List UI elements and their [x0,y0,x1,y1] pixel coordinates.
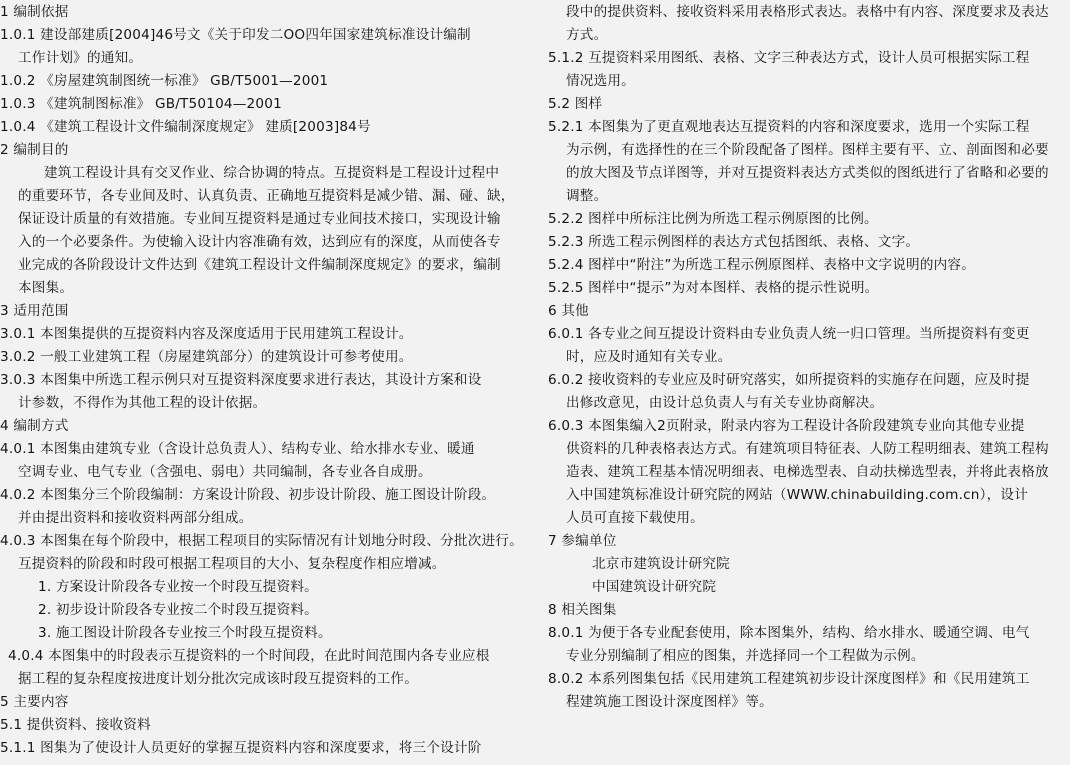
clause-5-2-1-cont: 调整。 [566,188,608,204]
clause-5-2-1-cont: 为示例，有选择性的在三个阶段配备了图样。图样主要有平、立、剖面图和必要 [566,142,1049,158]
heading-3: 3 适用范围 [0,303,69,319]
clause-3-0-3-cont: 计参数，不得作为其他工程的设计依据。 [18,395,267,411]
clause-1-0-4: 1.0.4 《建筑工程设计文件编制深度规定》 建质[2003]84号 [0,119,371,135]
clause-4-0-3-cont: 互提资料的阶段和时段可根据工程项目的大小、复杂程度作相应增减。 [18,556,446,572]
clause-4-0-1-cont: 空调专业、电气专业（含强电、弱电）共同编制，各专业各自成册。 [18,464,432,480]
clause-3-0-1: 3.0.1 本图集提供的互提资料内容及深度适用于民用建筑工程设计。 [0,326,413,342]
clause-3-0-3: 3.0.3 本图集中所选工程示例只对互提资料深度要求进行表达，其设计方案和设 [0,372,482,388]
paragraph-2-line: 入的一个必要条件。为使输入设计内容准确有效，达到应有的深度，从而使各专 [18,234,501,250]
clause-1-0-1: 1.0.1 建设部建质[2004]46号文《关于印发二OO四年国家建筑标准设计编制 [0,27,471,43]
clause-8-0-1-cont: 专业分别编制了相应的图集，并选择同一个工程做为示例。 [566,648,925,664]
heading-4: 4 编制方式 [0,418,69,434]
clause-6-0-3-cont: 造表、建筑工程基本情况明细表、电梯选型表、自动扶梯选型表，并将此表格放 [566,464,1049,480]
clause-6-0-1: 6.0.1 各专业之间互提设计资料由专业负责人统一归口管理。当所提资料有变更 [548,326,1030,342]
heading-1: 1 编制依据 [0,4,69,20]
clause-1-0-3: 1.0.3 《建筑制图标准》 GB/T50104—2001 [0,96,282,112]
clause-6-0-2: 6.0.2 接收资料的专业应及时研究落实，如所提资料的实施存在问题，应及时提 [548,372,1030,388]
clause-6-0-3-cont: 入中国建筑标准设计研究院的网站（WWW.chinabuilding.com.cn），设计 [566,487,1028,503]
paragraph-2-line: 建筑工程设计具有交叉作业、综合协调的特点。互提资料是工程设计过程中 [44,165,500,181]
clause-5-1-1-cont: 方式。 [566,27,608,43]
clause-5-1-1-cont: 段中的提供资料、接收资料采用表格形式表达。表格中有内容、深度要求及表达 [566,4,1049,20]
paragraph-2-line: 本图集。 [18,280,74,296]
participant-unit: 北京市建筑设计研究院 [592,556,730,572]
heading-2: 2 编制目的 [0,142,69,158]
clause-6-0-3-cont: 人员可直接下载使用。 [566,510,704,526]
clause-5-2-4: 5.2.4 图样中“附注”为所选工程示例原图样、表格中文字说明的内容。 [548,257,976,273]
heading-5-1: 5.1 提供资料、接收资料 [0,717,151,733]
heading-8: 8 相关图集 [548,602,617,618]
clause-6-0-3-cont: 供资料的几种表格表达方式。有建筑项目特征表、人防工程明细表、建筑工程构 [566,441,1049,457]
clause-5-2-2: 5.2.2 图样中所标注比例为所选工程示例原图的比例。 [548,211,878,227]
clause-6-0-3: 6.0.3 本图集编入2页附录，附录内容为工程设计各阶段建筑专业向其他专业提 [548,418,1025,434]
clause-5-2-5: 5.2.5 图样中“提示”为对本图样、表格的提示性说明。 [548,280,879,296]
clause-4-0-4-cont: 据工程的复杂程度按进度计划分批次完成该时段互提资料的工作。 [18,671,419,687]
clause-4-0-1: 4.0.1 本图集由建筑专业（含设计总负责人）、结构专业、给水排水专业、暖通 [0,441,475,457]
heading-5-2: 5.2 图样 [548,96,603,112]
clause-5-2-1-cont: 的放大图及节点详图等，并对互提资料表达方式类似的图纸进行了省略和必要的 [566,165,1049,181]
clause-5-2-3: 5.2.3 所选工程示例图样的表达方式包括图纸、表格、文字。 [548,234,920,250]
clause-4-0-2: 4.0.2 本图集分三个阶段编制：方案设计阶段、初步设计阶段、施工图设计阶段。 [0,487,496,503]
participant-unit: 中国建筑设计研究院 [592,579,717,595]
list-item: 3. 施工图设计阶段各专业按三个时段互提资料。 [38,625,332,641]
clause-8-0-1: 8.0.1 为便于各专业配套使用，除本图集外，结构、给水排水、暖通空调、电气 [548,625,1030,641]
list-item: 1. 方案设计阶段各专业按一个时段互提资料。 [38,579,318,595]
clause-4-0-2-cont: 并由提出资料和接收资料两部分组成。 [18,510,253,526]
clause-4-0-4: 4.0.4 本图集中的时段表示互提资料的一个时间段，在此时间范围内各专业应根 [8,648,490,664]
paragraph-2-line: 保证设计质量的有效措施。专业间互提资料是通过专业间技术接口，实现设计输 [18,211,501,227]
clause-1-0-1-cont: 工作计划》的通知。 [18,50,143,66]
clause-4-0-3: 4.0.3 本图集在每个阶段中，根据工程项目的实际情况有计划地分时段、分批次进行。 [0,533,523,549]
clause-3-0-2: 3.0.2 一般工业建筑工程（房屋建筑部分）的建筑设计可参考使用。 [0,349,413,365]
heading-6: 6 其他 [548,303,589,319]
clause-6-0-2-cont: 出修改意见，由设计总负责人与有关专业协商解决。 [566,395,884,411]
paragraph-2-line: 的重要环节，各专业间及时、认真负责、正确地互提资料是减少错、漏、碰、缺， [18,188,515,204]
clause-5-1-1: 5.1.1 图集为了使设计人员更好的掌握互提资料内容和深度要求，将三个设计阶 [0,740,482,756]
clause-5-2-1: 5.2.1 本图集为了更直观地表达互提资料的内容和深度要求，选用一个实际工程 [548,119,1030,135]
clause-8-0-2: 8.0.2 本系列图集包括《民用建筑工程建筑初步设计深度图样》和《民用建筑工 [548,671,1030,687]
list-item: 2. 初步设计阶段各专业按二个时段互提资料。 [38,602,318,618]
clause-8-0-2-cont: 程建筑施工图设计深度图样》等。 [566,694,773,710]
clause-6-0-1-cont: 时，应及时通知有关专业。 [566,349,732,365]
clause-1-0-2: 1.0.2 《房屋建筑制图统一标准》 GB/T5001—2001 [0,73,329,89]
paragraph-2-line: 业完成的各阶段设计文件达到《建筑工程设计文件编制深度规定》的要求，编制 [18,257,501,273]
heading-5: 5 主要内容 [0,694,69,710]
heading-7: 7 参编单位 [548,533,617,549]
clause-5-1-2-cont: 情况选用。 [566,73,635,89]
clause-5-1-2: 5.1.2 互提资料采用图纸、表格、文字三种表达方式，设计人员可根据实际工程 [548,50,1030,66]
